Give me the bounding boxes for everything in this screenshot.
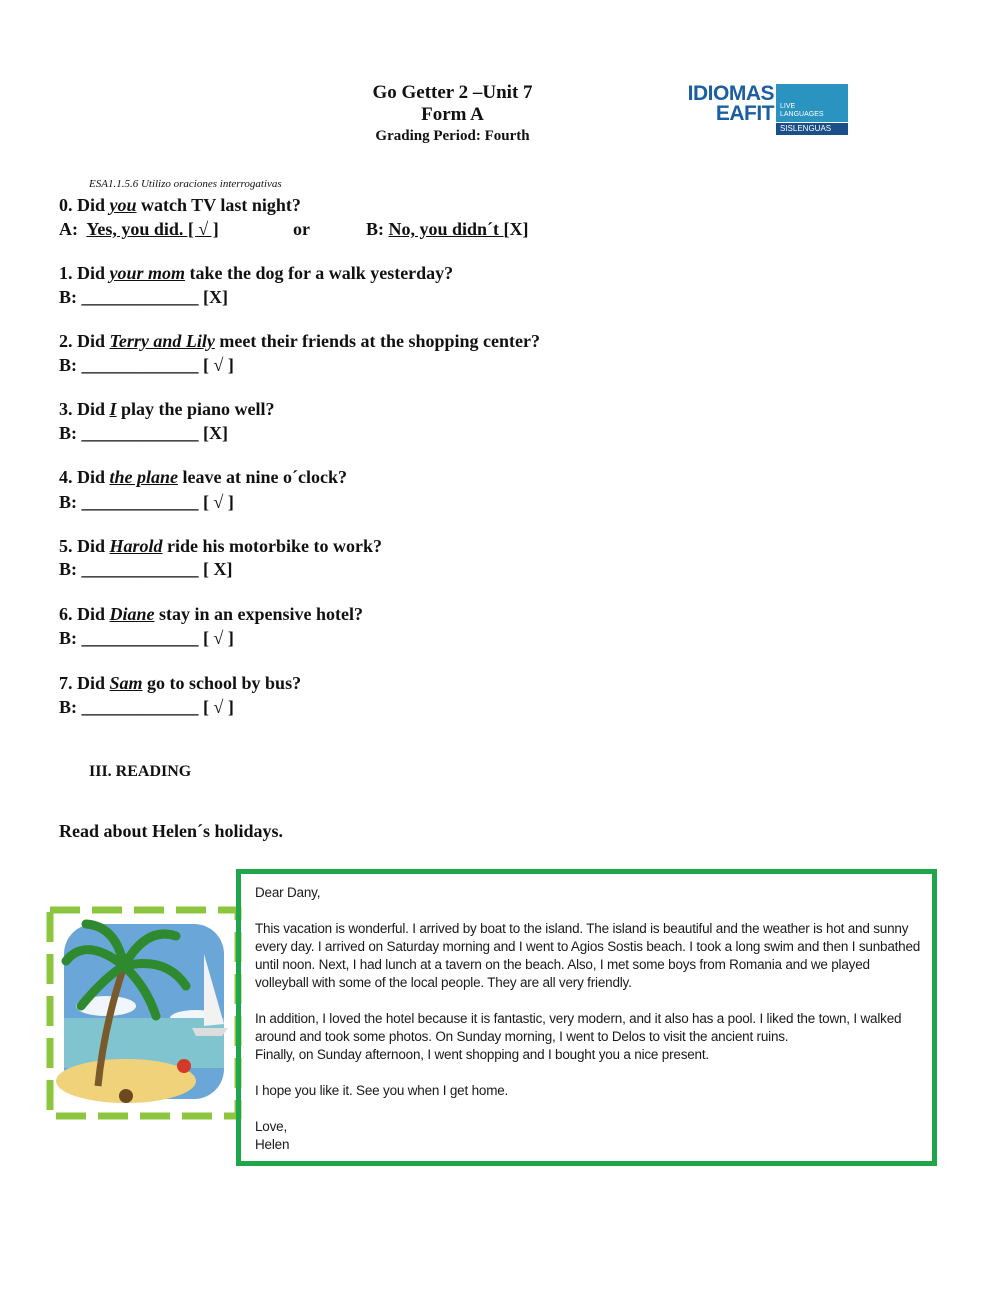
question-subject: Terry and Lily — [109, 331, 215, 351]
logo-tag1: LIVE — [780, 103, 796, 110]
question-prefix: 1. Did — [59, 263, 110, 283]
example-a-label: A: — [59, 219, 87, 239]
question-3 — [59, 398, 275, 420]
example-answers — [59, 218, 529, 240]
question-prefix: 2. Did — [59, 331, 110, 351]
form-label: Form A — [421, 104, 484, 125]
section-heading: III. READING — [89, 763, 192, 780]
question-prefix: 4. Did — [59, 467, 110, 487]
document-title: Go Getter 2 –Unit 7 — [372, 82, 533, 103]
answer-3[interactable]: B: _____________ [X] — [59, 423, 228, 443]
question-4 — [59, 466, 347, 488]
sailboat-hull — [192, 1028, 228, 1036]
example-b-label: B: — [366, 219, 389, 239]
letter-body — [255, 884, 925, 1154]
question-1 — [59, 262, 453, 284]
coconut — [119, 1089, 133, 1103]
island-palm-illustration — [46, 906, 242, 1120]
question-subject: your mom — [109, 263, 186, 283]
answer-2[interactable]: B: _____________ [ √ ] — [59, 355, 234, 375]
crab — [177, 1059, 191, 1073]
question-rest: stay in an expensive hotel? — [154, 604, 364, 624]
question-7 — [59, 672, 301, 694]
question-prefix: 7. Did — [59, 673, 110, 693]
answer-5[interactable]: B: _____________ [ X] — [59, 559, 233, 579]
question-prefix: 3. Did — [59, 399, 110, 419]
letter-signature: Helen — [255, 1137, 290, 1152]
question-rest: leave at nine o´clock? — [178, 467, 348, 487]
letter-greeting: Dear Dany, — [255, 885, 321, 900]
question-prefix: 6. Did — [59, 604, 110, 624]
question-rest: go to school by bus? — [142, 673, 302, 693]
letter-paragraph-3: Finally, on Sunday afternoon, I went shopping and I bought you a nice present. — [255, 1047, 709, 1062]
question-rest: take the dog for a walk yesterday? — [185, 263, 454, 283]
question-subject: Harold — [109, 536, 163, 556]
example-b-mark: [X] — [503, 219, 529, 239]
logo-bar — [776, 123, 848, 135]
answer-4[interactable]: B: _____________ [ √ ] — [59, 492, 234, 512]
logo-line1: IDIOMAS — [687, 82, 774, 105]
logo-tag2: LANGUAGES — [780, 111, 824, 118]
idiomas-eafit-logo — [674, 84, 850, 136]
question-5 — [59, 535, 382, 557]
question-subject: Diane — [109, 604, 155, 624]
example-or: or — [293, 219, 310, 239]
logo-line2: EAFIT — [715, 102, 774, 125]
question-rest: play the piano well? — [116, 399, 275, 419]
question-6 — [59, 603, 363, 625]
letter-paragraph-2: In addition, I loved the hotel because it is fantastic, very modern, and it also has a pool. I liked the town, I walked around and took some photos. On Sunday morning, I went to Delos to visit the ancient ruins. — [255, 1011, 902, 1044]
letter-paragraph-1: This vacation is wonderful. I arrived by boat to the island. The island is beautiful and the weather is hot and sunny every day. I arrived on Saturday morning and I went to Agios Sostis beach. I took a long swim and then I sunbathed until noon. Next, I had lunch at a tavern on the beach. Also, I met some boys from Romania and we played volleyball with some of the local people. They are all very friendly. — [255, 921, 921, 990]
letter-paragraph-4: I hope you like it. See you when I get home. — [255, 1083, 509, 1098]
question-subject: the plane — [109, 467, 179, 487]
example-question — [59, 194, 301, 216]
logo-wordmark — [674, 84, 774, 124]
question-prefix: 5. Did — [59, 536, 110, 556]
answer-7[interactable]: B: _____________ [ √ ] — [59, 697, 234, 717]
example-subject: you — [109, 195, 137, 215]
example-a-answer: Yes, you did. [ √ ] — [86, 219, 219, 239]
standard-code: ESA1.1.5.6 Utilizo oraciones interrogativas — [89, 178, 282, 190]
question-rest: meet their friends at the shopping center? — [214, 331, 540, 351]
question-2 — [59, 330, 540, 352]
reading-instruction: Read about Helen´s holidays. — [59, 821, 284, 841]
example-number: 0. Did — [59, 195, 110, 215]
answer-1[interactable]: B: _____________ [X] — [59, 287, 228, 307]
answer-6[interactable]: B: _____________ [ √ ] — [59, 628, 234, 648]
example-b-answer: No, you didn´t — [388, 219, 504, 239]
question-rest: ride his motorbike to work? — [162, 536, 383, 556]
logo-tag3: SISLENGUAS — [780, 124, 832, 133]
letter-closing: Love, — [255, 1119, 288, 1134]
logo-tag-box — [776, 84, 848, 122]
question-subject: Sam — [109, 673, 143, 693]
document-header — [300, 82, 605, 146]
question-subject: I — [109, 399, 117, 419]
letter-box — [236, 869, 937, 1166]
example-rest: watch TV last night? — [136, 195, 301, 215]
grading-period: Grading Period: Fourth — [375, 128, 530, 144]
